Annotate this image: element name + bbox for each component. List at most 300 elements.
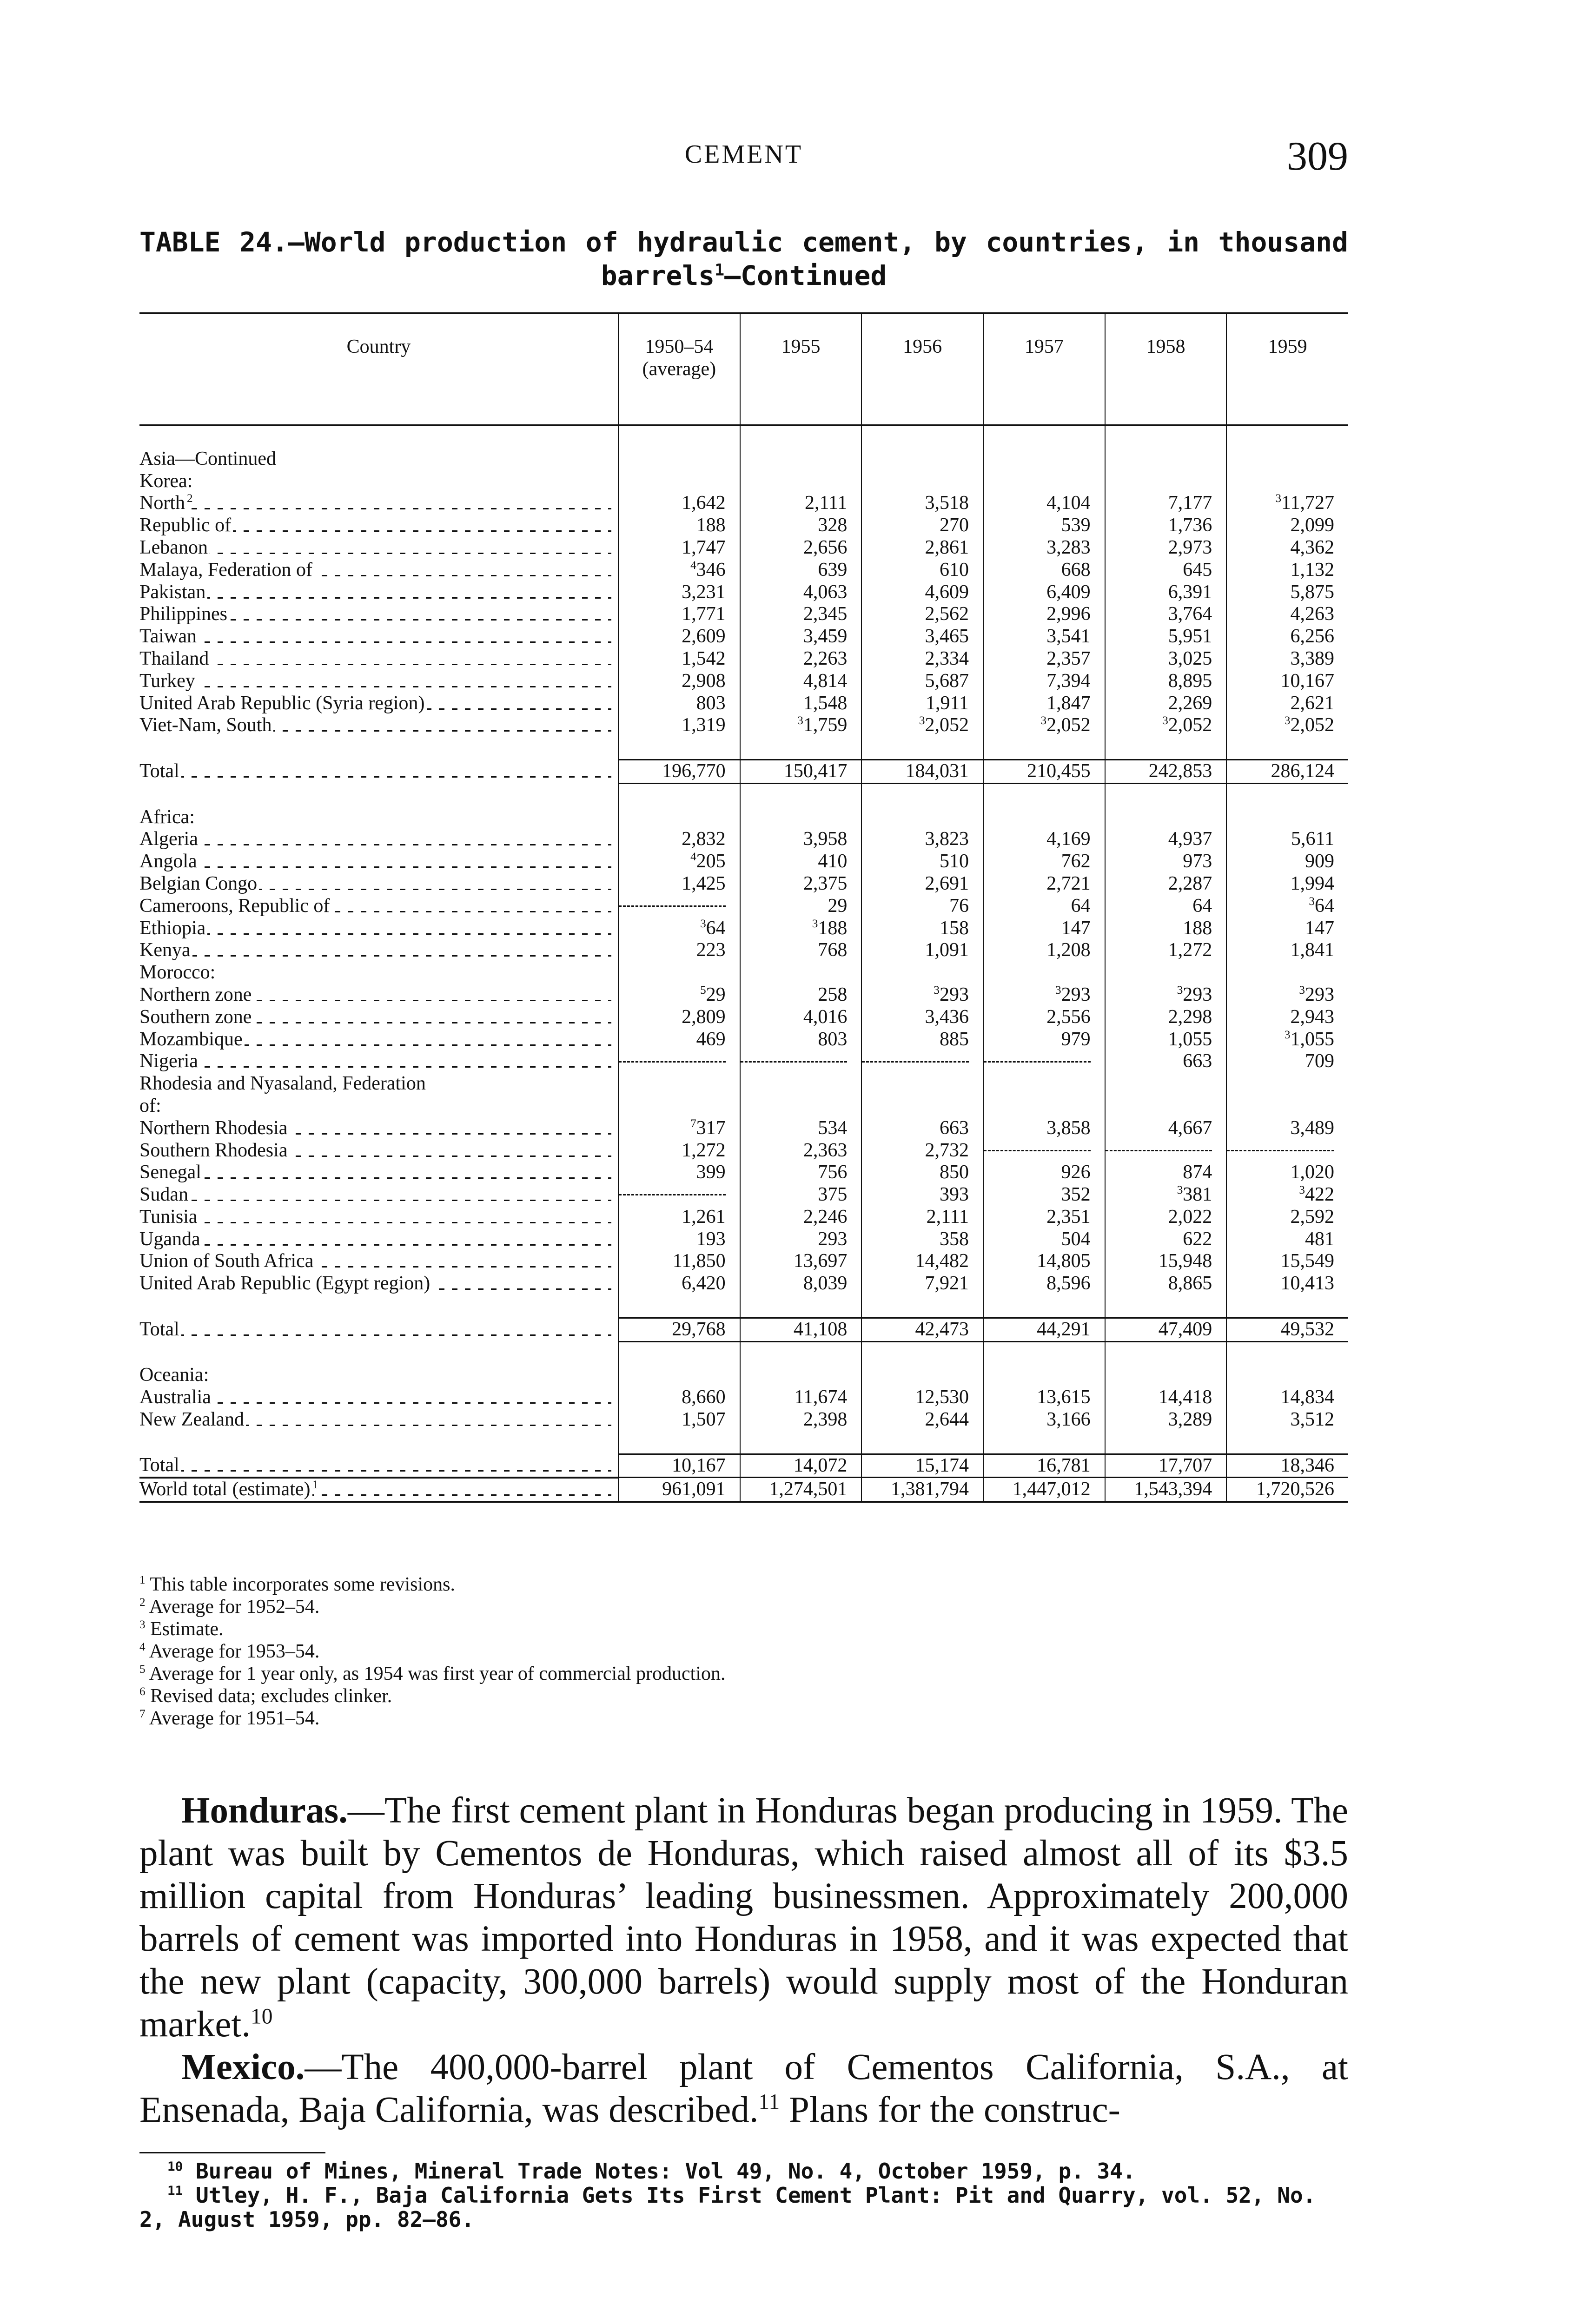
value: 2,099 [1290,515,1334,536]
value: 1,020 [1290,1162,1334,1183]
no-data-dash [741,1061,848,1063]
spacer-cell [740,783,862,806]
value: 8,660 [682,1386,726,1408]
value: 2,052 [1168,714,1212,736]
empty-cell [1226,806,1348,829]
value: 64 [1192,895,1212,917]
country-label [139,537,618,559]
group-label [139,1095,618,1117]
value: 1,543,394 [1134,1478,1212,1500]
country-name: Total [139,760,181,782]
value: 1,847 [1046,692,1091,714]
value-cell [861,1273,983,1295]
value-cell [740,873,862,895]
value-cell [983,1386,1105,1409]
empty-cell [983,448,1105,470]
value: 1,507 [682,1409,726,1431]
value-cell [618,939,740,962]
value: 188 [818,917,848,939]
paragraph-honduras [139,1789,1348,2046]
value-cell [861,1250,983,1273]
value: 622 [1183,1228,1212,1250]
caption-suffix: —Continued [724,260,887,291]
group-label [139,470,618,493]
value-cell [861,492,983,515]
value: 2,691 [925,872,969,894]
value-cell [1226,895,1348,918]
value-cell [1105,515,1227,537]
value: 14,072 [793,1454,848,1476]
value-cell [618,1162,740,1184]
value-cell [861,873,983,895]
table-group-row [139,806,1348,829]
value-cell [861,1206,983,1228]
value-cell [983,1184,1105,1206]
value-cell [861,670,983,693]
table-row [139,1162,1348,1184]
empty-cell [1226,1095,1348,1117]
value-cell [740,1050,862,1073]
leader-dots [139,603,611,626]
value: 10,167 [1280,670,1334,692]
value-cell [983,1228,1105,1251]
country-label [139,1478,618,1502]
leader-dots [139,851,611,873]
table-row [139,714,1348,737]
value-cell [618,626,740,648]
empty-cell [618,448,740,470]
value: 4,104 [1046,492,1091,514]
value-cell [983,1006,1105,1029]
value: 399 [696,1162,726,1183]
empty-cell [1226,448,1348,470]
value-cell [1105,1250,1227,1273]
table-group-row [139,1095,1348,1117]
footnote-ref: 3 [1275,492,1282,505]
value-cell [740,515,862,537]
country-label [139,648,618,670]
value: 193 [696,1228,726,1250]
running-head [139,134,1348,191]
value-cell [1226,1454,1348,1478]
value-cell [861,851,983,873]
country-label [139,1318,618,1341]
group-label-text: Asia—Continued [139,448,278,469]
table-row [139,1273,1348,1295]
country-label [139,693,618,715]
value-cell [1105,603,1227,626]
table-row [139,1206,1348,1228]
value-cell [1105,1386,1227,1409]
caption-word: thousand [1218,226,1348,258]
value-cell [861,1409,983,1431]
leader-dots [139,895,611,918]
footnote-ref: 3 [1177,984,1183,997]
value: 2,556 [1046,1006,1091,1028]
value: 2,334 [925,647,969,669]
value-cell [1226,1029,1348,1051]
empty-cell [1226,962,1348,984]
table-note [139,1618,1348,1640]
value: 803 [818,1028,848,1050]
table-note-number: 4 [139,1641,146,1653]
spacer-cell [618,1431,740,1454]
spacer-cell [618,1341,740,1364]
empty-cell [983,1095,1105,1117]
value: 16,781 [1037,1454,1091,1476]
value-cell [618,714,740,737]
value-cell [740,559,862,581]
table-row [139,693,1348,715]
table-spacer-row [139,783,1348,806]
value-cell [861,984,983,1006]
table-row [139,828,1348,851]
table-row [139,1184,1348,1206]
footnote-ref: 7 [690,1117,696,1130]
value: 663 [1183,1050,1212,1072]
empty-cell [618,1364,740,1386]
value-cell [861,515,983,537]
country-label [139,939,618,962]
value: 14,418 [1158,1386,1212,1408]
paragraph-mexico-text: —The 400,000-barrel plant of Cementos California, S.A., at Ensenada, Baja California, was described. [139,2047,1348,2130]
value-cell [861,1386,983,1409]
value: 29,768 [672,1318,726,1340]
table-note [139,1663,1348,1685]
footnote-number: 11 [167,2183,183,2199]
country-label [139,1409,618,1431]
value-cell [618,759,740,783]
leader-dots [139,1162,611,1184]
spacer-cell [139,1295,618,1318]
value: 8,865 [1168,1273,1212,1294]
value-cell [618,1206,740,1228]
country-name: Union of South Africa [139,1250,315,1272]
leader-dots [139,626,611,648]
value-cell [1105,1006,1227,1029]
country-label [139,1454,618,1478]
value: 242,853 [1148,760,1212,782]
leader-dots [139,1479,611,1501]
value: 4,169 [1046,828,1091,850]
leader-dots [139,1386,611,1409]
country-label [139,626,618,648]
table-caption-line-1 [139,225,1348,259]
country-name: Total [139,1454,181,1476]
country-label [139,1029,618,1051]
value: 150,417 [783,760,848,782]
value-cell [861,918,983,940]
value: 1,447,012 [1012,1478,1091,1500]
value: 4,814 [803,670,848,692]
empty-cell [618,470,740,493]
table-note-text: Estimate. [150,1618,224,1640]
table-note-number: 1 [139,1574,146,1586]
value-cell [618,670,740,693]
group-label [139,806,618,829]
value: 1,841 [1290,939,1334,961]
value-cell [1226,1250,1348,1273]
country-label [139,1250,618,1273]
value-cell [740,1228,862,1251]
table-note-text: This table incorporates some revisions. [150,1574,456,1595]
leader-dots [139,1006,611,1029]
table-spacer-row [139,1295,1348,1318]
footnote [139,2183,1348,2232]
caption-word: TABLE [139,226,221,258]
value-cell [861,693,983,715]
value-cell [618,648,740,670]
value-cell [1226,559,1348,581]
value: 17,707 [1158,1454,1212,1476]
country-label [139,1162,618,1184]
value-cell [618,1273,740,1295]
empty-cell [740,806,862,829]
caption-word: countries, [986,226,1148,258]
group-label-text: of: [139,1095,163,1116]
value: 1,911 [926,692,969,714]
value: 13,615 [1037,1386,1091,1408]
country-name: Malaya, Federation of [139,559,314,581]
value: 2,562 [925,603,969,625]
value-cell [1105,851,1227,873]
value-cell [983,1409,1105,1431]
footnote-ref: 3 [919,714,925,727]
value-cell [740,1409,862,1431]
value-cell [1105,626,1227,648]
value-cell [740,714,862,737]
table-row [139,1029,1348,1051]
group-label [139,1073,618,1095]
value: 8,596 [1046,1273,1091,1294]
value-cell [1105,670,1227,693]
value-cell [618,1029,740,1051]
spacer-cell [618,737,740,759]
value: 184,031 [905,760,969,782]
caption-footnote-ref: 1 [715,261,725,280]
spacer-cell [1226,783,1348,806]
value: 4,362 [1290,536,1334,558]
value: 358 [939,1228,969,1250]
country-name: Total [139,1319,181,1340]
value-cell [740,670,862,693]
leader-dots [139,670,611,693]
value: 2,861 [925,536,969,558]
value: 6,391 [1168,581,1212,603]
value-cell [861,1050,983,1073]
value: 2,832 [682,828,726,850]
value: 2,375 [803,872,848,894]
empty-cell [618,962,740,984]
country-name: Northern zone [139,984,253,1005]
value: 44,291 [1037,1318,1091,1340]
value-cell [861,759,983,783]
value-cell [618,1184,740,1206]
value: 18,346 [1280,1454,1334,1476]
table-note [139,1573,1348,1596]
value: 1,319 [682,714,726,736]
empty-cell [1105,806,1227,829]
no-data-dash [862,1061,969,1063]
value: 293 [1061,984,1091,1005]
value: 2,052 [925,714,969,736]
value: 3,541 [1046,626,1091,647]
value-cell [1105,918,1227,940]
value-cell [1226,759,1348,783]
leader-dots [139,1206,611,1228]
country-label [139,828,618,851]
value: 381 [1183,1184,1212,1206]
table-row [139,626,1348,648]
value: 2,287 [1168,872,1212,894]
country-label [139,759,618,783]
value-cell [1105,939,1227,962]
value-cell [740,1273,862,1295]
value-cell [861,1184,983,1206]
empty-cell [861,806,983,829]
value: 47,409 [1158,1318,1212,1340]
value-cell [861,626,983,648]
table-row [139,939,1348,962]
leader-dots [139,1228,611,1251]
table-row [139,1386,1348,1409]
header-1956: 1956 [861,313,983,425]
value-cell [1105,559,1227,581]
value: 3,436 [925,1006,969,1028]
table-row [139,492,1348,515]
empty-cell [618,1095,740,1117]
country-name: Turkey [139,670,197,692]
value: 317 [696,1117,726,1139]
value: 2,269 [1168,692,1212,714]
value-cell [618,1409,740,1431]
value: 7,177 [1168,492,1212,514]
value: 11,850 [672,1250,726,1272]
group-label-text: Rhodesia and Nyasaland, Federation [139,1073,428,1094]
footnote-ref: 2 [187,492,195,505]
value-cell [618,918,740,940]
value: 3,283 [1046,536,1091,558]
value: 1,548 [803,692,848,714]
value-cell [618,559,740,581]
value: 2,592 [1290,1206,1334,1228]
empty-cell [740,1073,862,1095]
country-label [139,873,618,895]
empty-cell [1226,470,1348,493]
value-cell [618,1050,740,1073]
empty-cell [618,806,740,829]
value: 2,973 [1168,536,1212,558]
table-group-row [139,470,1348,493]
value-cell [983,1250,1105,1273]
table-row [139,1228,1348,1251]
spacer-cell [740,1431,862,1454]
value-cell [983,1318,1105,1341]
value-cell [983,984,1105,1006]
value-cell [1226,648,1348,670]
value-cell [861,603,983,626]
value-cell [983,515,1105,537]
spacer-cell [740,737,862,759]
value-cell [1226,693,1348,715]
value-cell [1105,1228,1227,1251]
spacer-cell [139,737,618,759]
country-name: United Arab Republic (Syria region) [139,693,427,714]
group-label [139,962,618,984]
spacer-cell [740,1341,862,1364]
spacer-cell [861,1295,983,1318]
value: 3,489 [1290,1117,1334,1139]
value-cell [983,537,1105,559]
leader-dots [139,1140,611,1162]
footnote-ref: 3 [1299,984,1305,997]
value-cell [618,1117,740,1140]
country-name: World total (estimate) [139,1479,312,1500]
value-cell [1105,581,1227,604]
value-cell [983,873,1105,895]
country-label [139,1006,618,1029]
value: 756 [818,1162,848,1183]
value-cell [1226,581,1348,604]
table-note-number: 3 [139,1618,146,1631]
value: 668 [1061,559,1091,581]
value: 1,055 [1290,1028,1334,1050]
value-cell [618,581,740,604]
no-data-dash [1227,1150,1334,1151]
country-label [139,918,618,940]
value: 2,721 [1046,872,1091,894]
footnote-ref: 3 [1162,714,1168,727]
value-cell [740,537,862,559]
value: 961,091 [662,1478,726,1500]
group-label [139,1364,618,1386]
table-row [139,1250,1348,1273]
leader-dots [139,1029,611,1051]
value-cell [1226,492,1348,515]
value: 8,039 [803,1273,848,1294]
value-cell [740,1250,862,1273]
value: 2,644 [925,1409,969,1431]
value-cell [1105,1140,1227,1162]
value-cell [740,648,862,670]
value: 14,482 [915,1250,969,1272]
spacer-cell [983,1341,1105,1364]
value: 2,351 [1046,1206,1091,1228]
spacer-cell [139,1431,618,1454]
footnote-ref: 3 [1284,1028,1291,1041]
value: 1,425 [682,872,726,894]
value: 2,022 [1168,1206,1212,1228]
value-cell [983,1029,1105,1051]
value-cell [740,581,862,604]
value-cell [861,1006,983,1029]
value: 188 [1183,917,1212,939]
value: 15,174 [915,1454,969,1476]
value: 270 [939,515,969,536]
empty-cell [861,1073,983,1095]
value-cell [618,515,740,537]
value: 3,025 [1168,647,1212,669]
value: 293 [1305,984,1334,1005]
table-caption [139,225,1348,292]
value: 3,465 [925,626,969,647]
value-cell [1105,1184,1227,1206]
value-cell [1226,1386,1348,1409]
value-cell [618,895,740,918]
value-cell [1226,1478,1348,1502]
value-cell [618,1478,740,1502]
table-note [139,1640,1348,1663]
